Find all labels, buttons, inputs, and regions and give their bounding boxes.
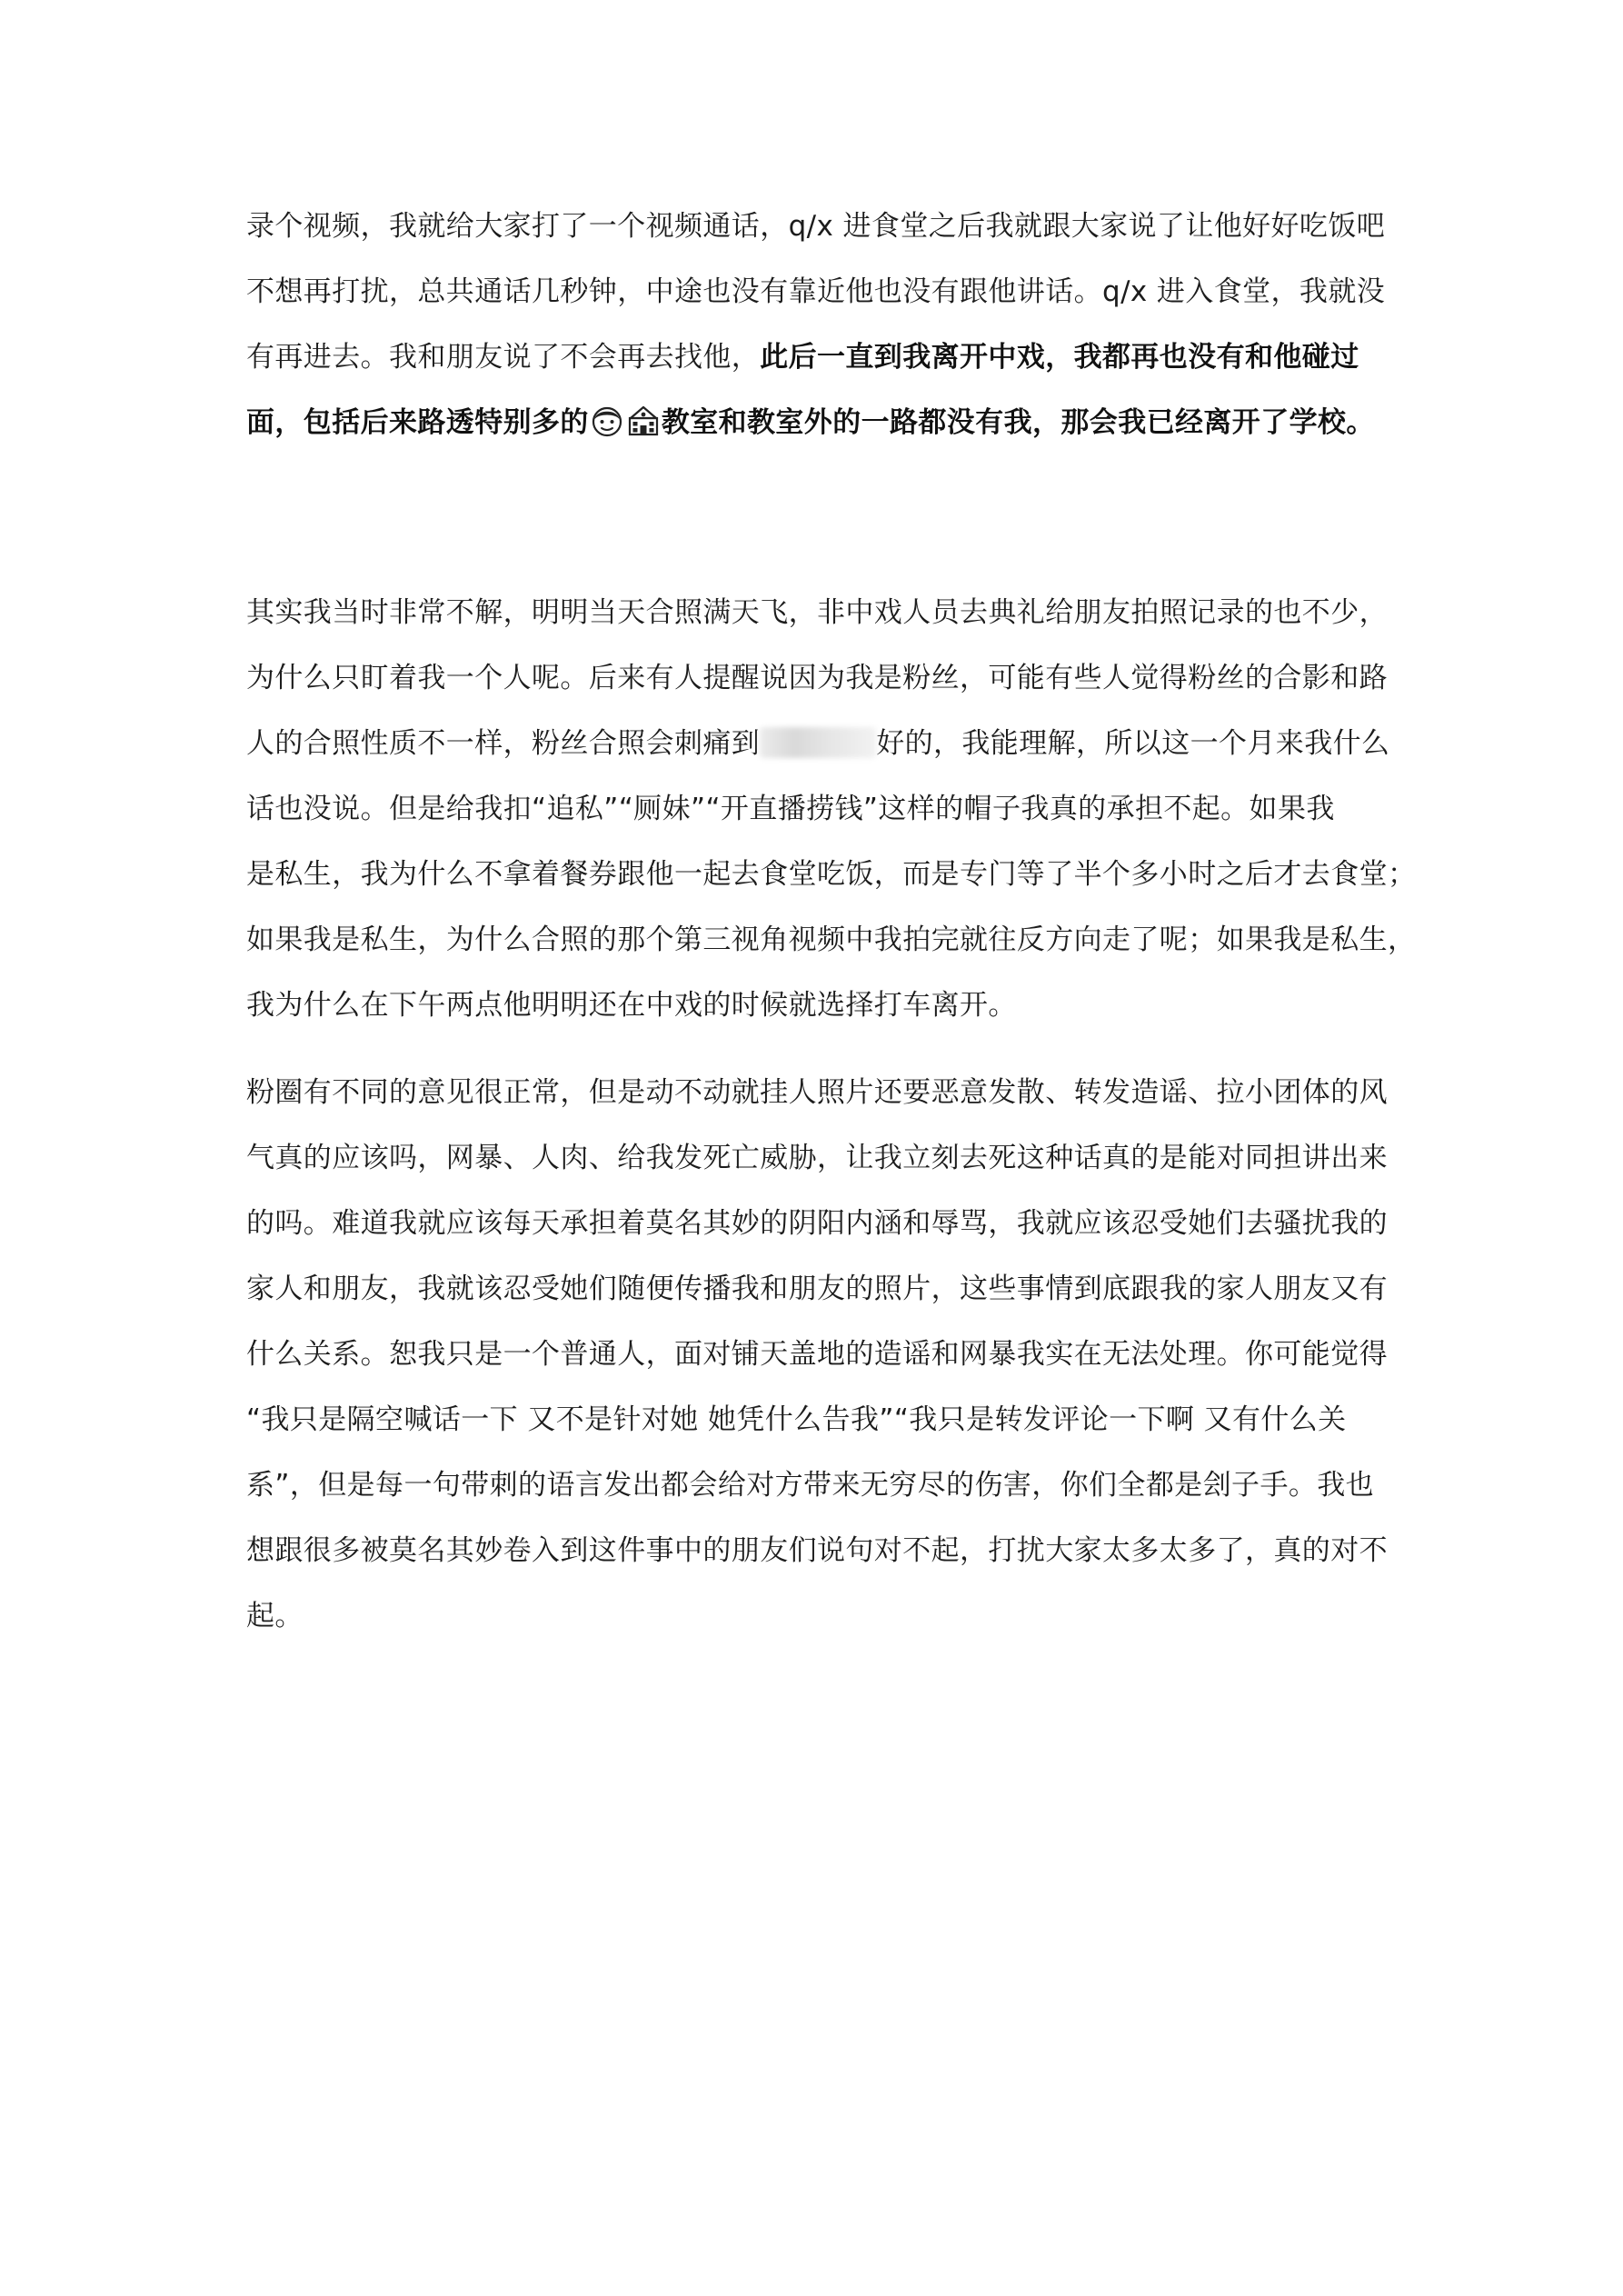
redacted-text bbox=[760, 727, 876, 758]
text-line: 的吗。难道我就应该每天承担着莫名其妙的阴阳内涵和辱骂，我就应该忍受她们去骚扰我的 bbox=[246, 1207, 1388, 1240]
text-line bbox=[246, 390, 1391, 455]
text-line: 气真的应该吗，网暴、人肉、给我发死亡威胁，让我立刻去死这种话真的是能对同担讲出来 bbox=[246, 1142, 1388, 1174]
text-bold: 面，包括后来路透特别多的 bbox=[246, 406, 589, 439]
text-line: “我只是隔空喊话一下 又不是针对她 她凭什么告我”“我只是转发评论一下啊 又有什么关 bbox=[246, 1403, 1347, 1436]
text-bold: 此后一直到我离开中戏，我都再也没有和他碰过 bbox=[760, 341, 1359, 374]
text-line: 其实我当时非常不解，明明当天合照满天飞，非中戏人员去典礼给朋友拍照记录的也不少， bbox=[246, 596, 1388, 629]
text-segment: 好的，我能理解，所以这一个月来我什么 bbox=[876, 727, 1390, 760]
text-line: 不想再打扰，总共通话几秒钟，中途也没有靠近他也没有跟他讲话。q/x 进入食堂，我就没 bbox=[246, 275, 1386, 308]
paragraph-video-call bbox=[246, 194, 1391, 455]
text-line bbox=[246, 711, 1391, 776]
text-line bbox=[246, 324, 1391, 390]
text-regular: 有再进去。我和朋友说了不会再去找他， bbox=[246, 341, 761, 374]
text-line: 家人和朋友，我就该忍受她们随便传播我和朋友的照片，这些事情到底跟我的家人朋友又有 bbox=[246, 1273, 1388, 1305]
text-bold: 教室和教室外的一路都没有我，那会我已经离开了学校。 bbox=[661, 406, 1375, 439]
text-line: 什么关系。恕我只是一个普通人，面对铺天盖地的造谣和网暴我实在无法处理。你可能觉得 bbox=[246, 1338, 1388, 1371]
text-line: 是私生，我为什么不拿着餐券跟他一起去食堂吃饭，而是专门等了半个多小时之后才去食堂； bbox=[246, 858, 1417, 891]
text-line: 起。 bbox=[246, 1600, 304, 1632]
text-line: 粉圈有不同的意见很正常，但是动不动就挂人照片还要恶意发散、转发造谣、拉小团体的风 bbox=[246, 1076, 1388, 1109]
text-line: 录个视频，我就给大家打了一个视频通话，q/x 进食堂之后我就跟大家说了让他好好吃饭吧 bbox=[246, 210, 1386, 243]
text-line: 系”，但是每一句带刺的语言发出都会给对方带来无穷尽的伤害，你们全都是刽子手。我也 bbox=[246, 1469, 1375, 1502]
paragraph-confusion bbox=[246, 580, 1417, 1038]
text-segment: 人的合照性质不一样，粉丝合照会刺痛到 bbox=[246, 727, 761, 760]
text-line: 我为什么在下午两点他明明还在中戏的时候就选择打车离开。 bbox=[246, 989, 1017, 1022]
text-line: 想跟很多被莫名其妙卷入到这件事中的朋友们说句对不起，打扰大家太多太多了，真的对不 bbox=[246, 1534, 1388, 1567]
paragraph-fandom bbox=[246, 1060, 1391, 1649]
man-face-icon bbox=[591, 404, 623, 437]
text-line: 话也没说。但是给我扣“追私”“厕妹”“开直播捞钱”这样的帽子我真的承担不起。如果我 bbox=[246, 793, 1335, 825]
text-line: 为什么只盯着我一个人呢。后来有人提醒说因为我是粉丝，可能有些人觉得粉丝的合影和路 bbox=[246, 662, 1388, 694]
text-line: 如果我是私生，为什么合照的那个第三视角视频中我拍完就往反方向走了呢；如果我是私生， bbox=[246, 923, 1417, 956]
school-icon bbox=[627, 404, 660, 437]
